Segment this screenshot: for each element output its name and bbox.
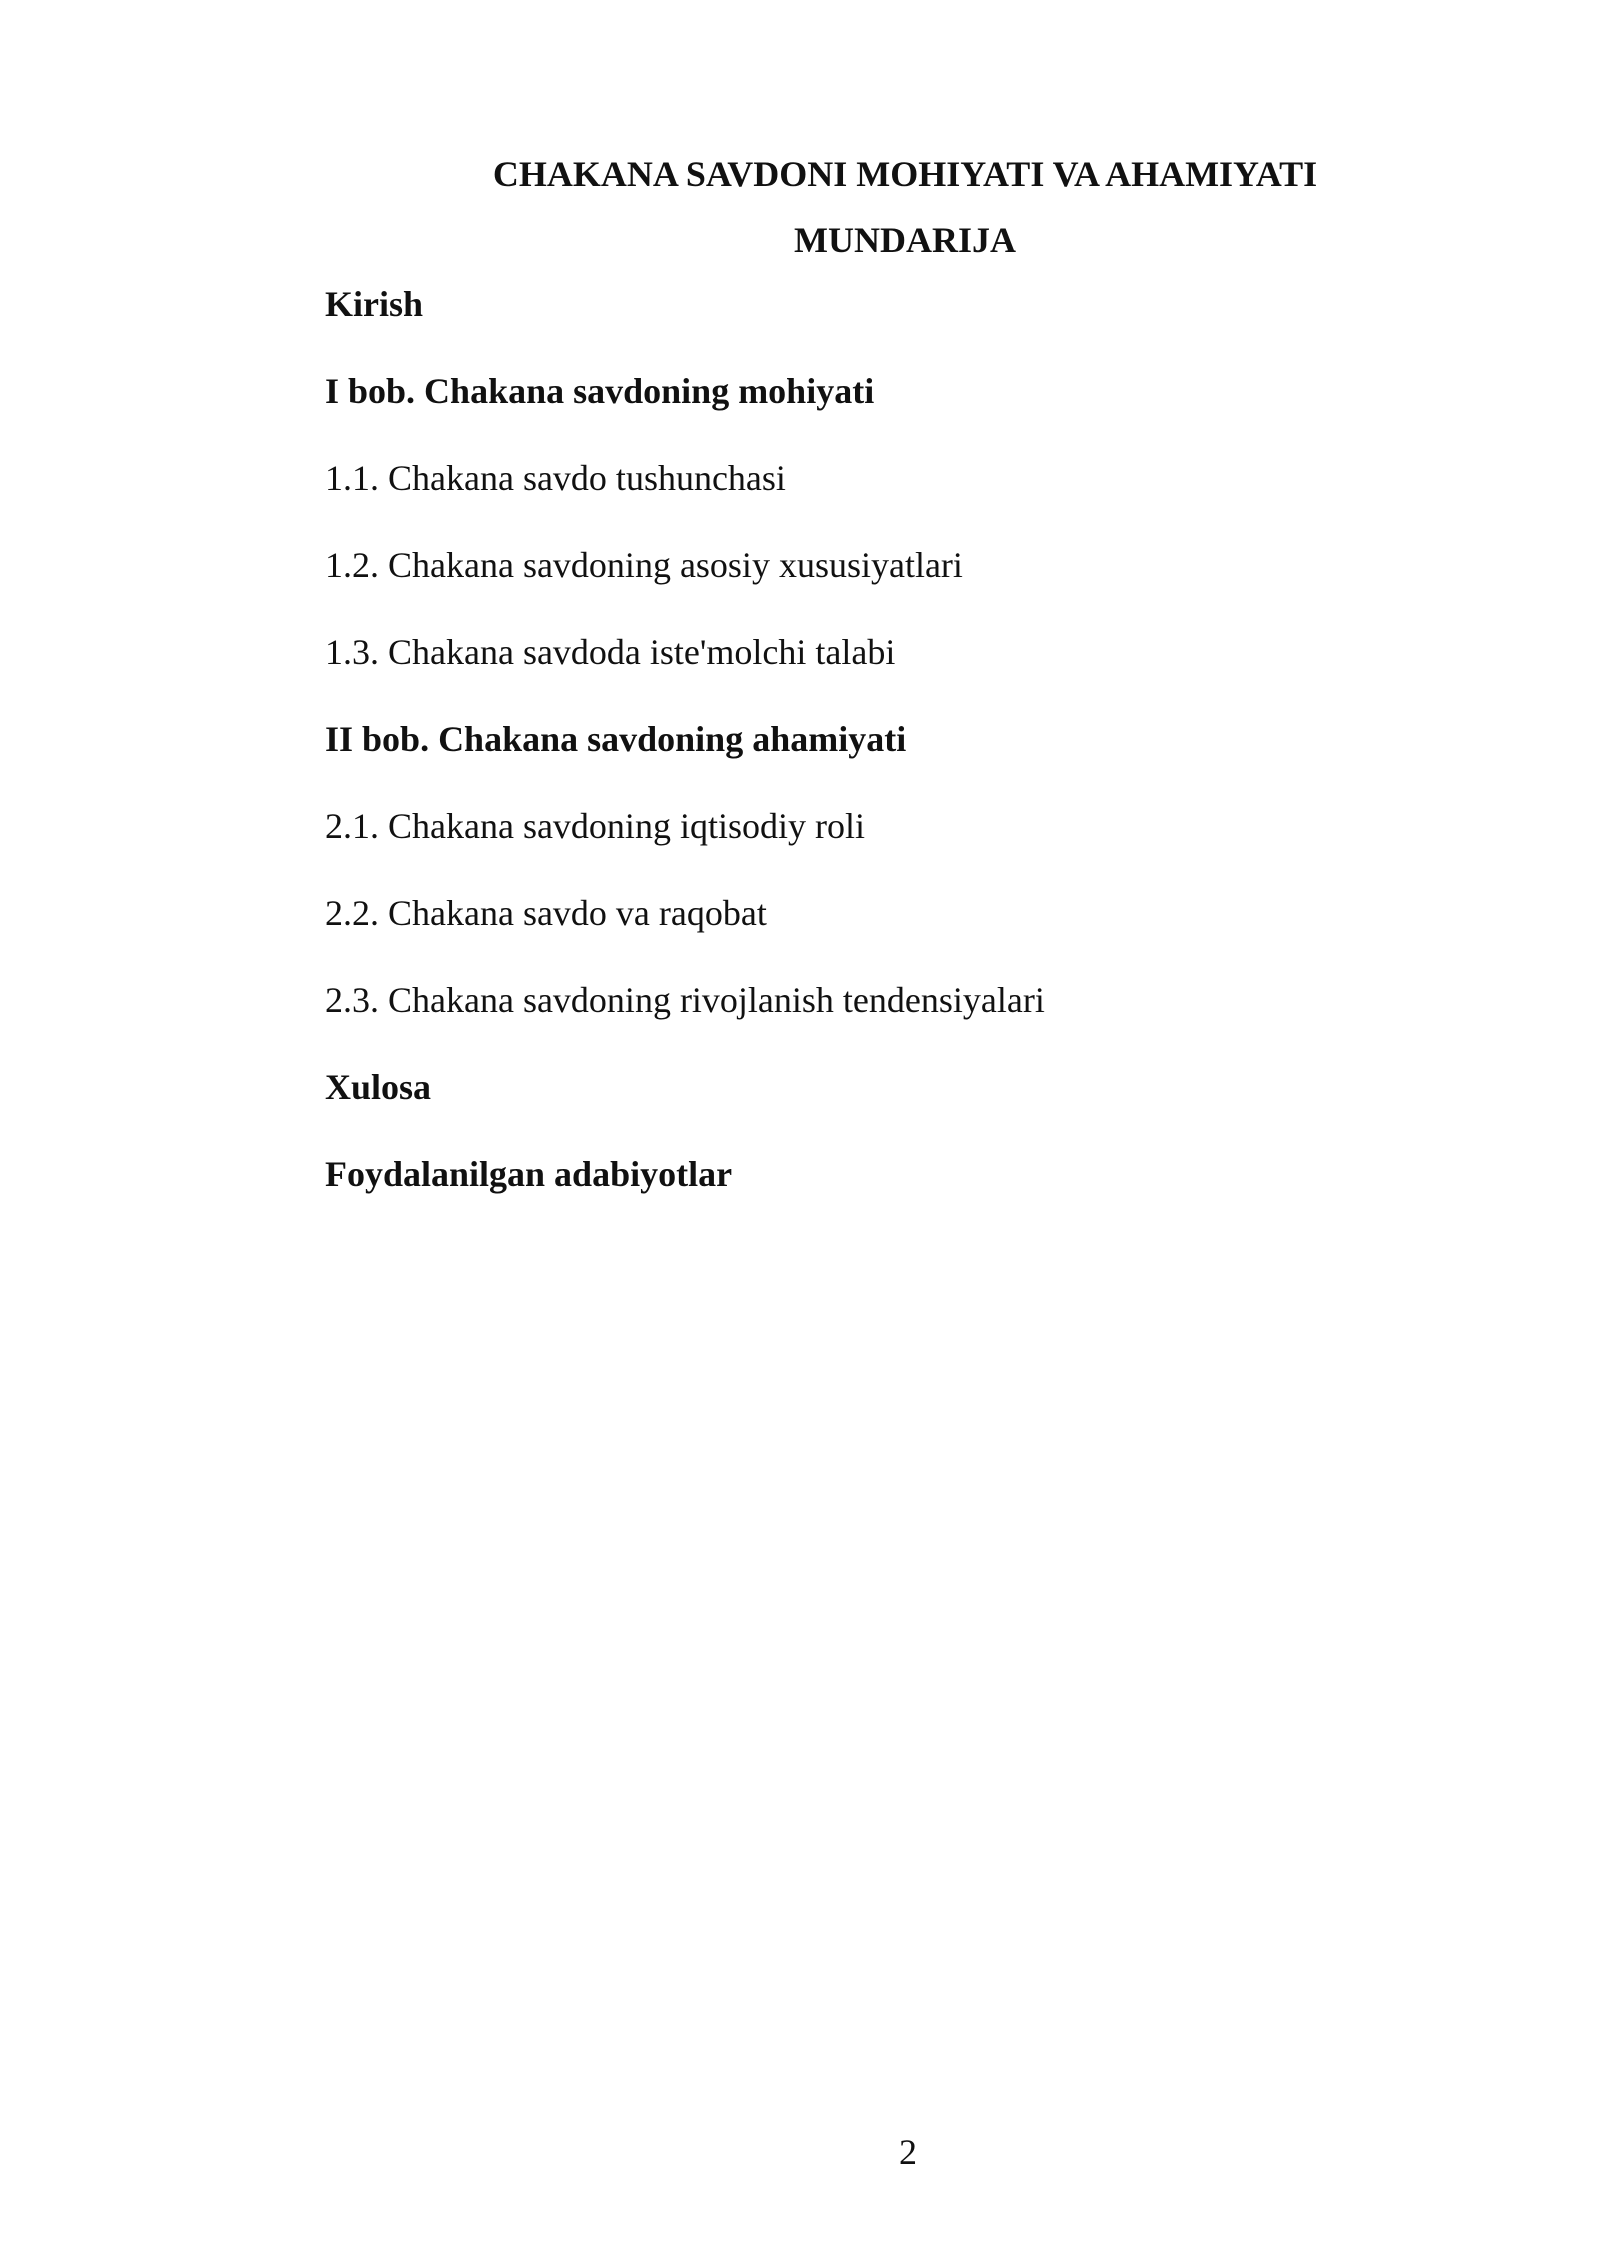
toc-item-conclusion: Xulosa [325, 1067, 432, 1107]
document-title: CHAKANA SAVDONI MOHIYATI VA AHAMIYATI [492, 154, 1318, 194]
toc-item-section-2-3: 2.3. Chakana savdoning rivojlanish tendensiyalari [325, 980, 1045, 1020]
toc-item-section-1-2: 1.2. Chakana savdoning asosiy xususiyatlari [325, 545, 963, 585]
toc-item-section-2-2: 2.2. Chakana savdo va raqobat [325, 893, 767, 933]
toc-item-section-1-3: 1.3. Chakana savdoda iste'molchi talabi [325, 632, 896, 672]
toc-item-chapter-1: I bob. Chakana savdoning mohiyati [325, 371, 875, 411]
toc-item-chapter-2: II bob. Chakana savdoning ahamiyati [325, 719, 907, 759]
toc-item-references: Foydalanilgan adabiyotlar [325, 1154, 733, 1194]
contents-heading: MUNDARIJA [794, 220, 1016, 260]
toc-item-section-2-1: 2.1. Chakana savdoning iqtisodiy roli [325, 806, 865, 846]
page-number: 2 [899, 2132, 917, 2172]
toc-item-section-1-1: 1.1. Chakana savdo tushunchasi [325, 458, 786, 498]
table-of-contents [325, 282, 1425, 1239]
toc-item-introduction: Kirish [325, 284, 424, 324]
